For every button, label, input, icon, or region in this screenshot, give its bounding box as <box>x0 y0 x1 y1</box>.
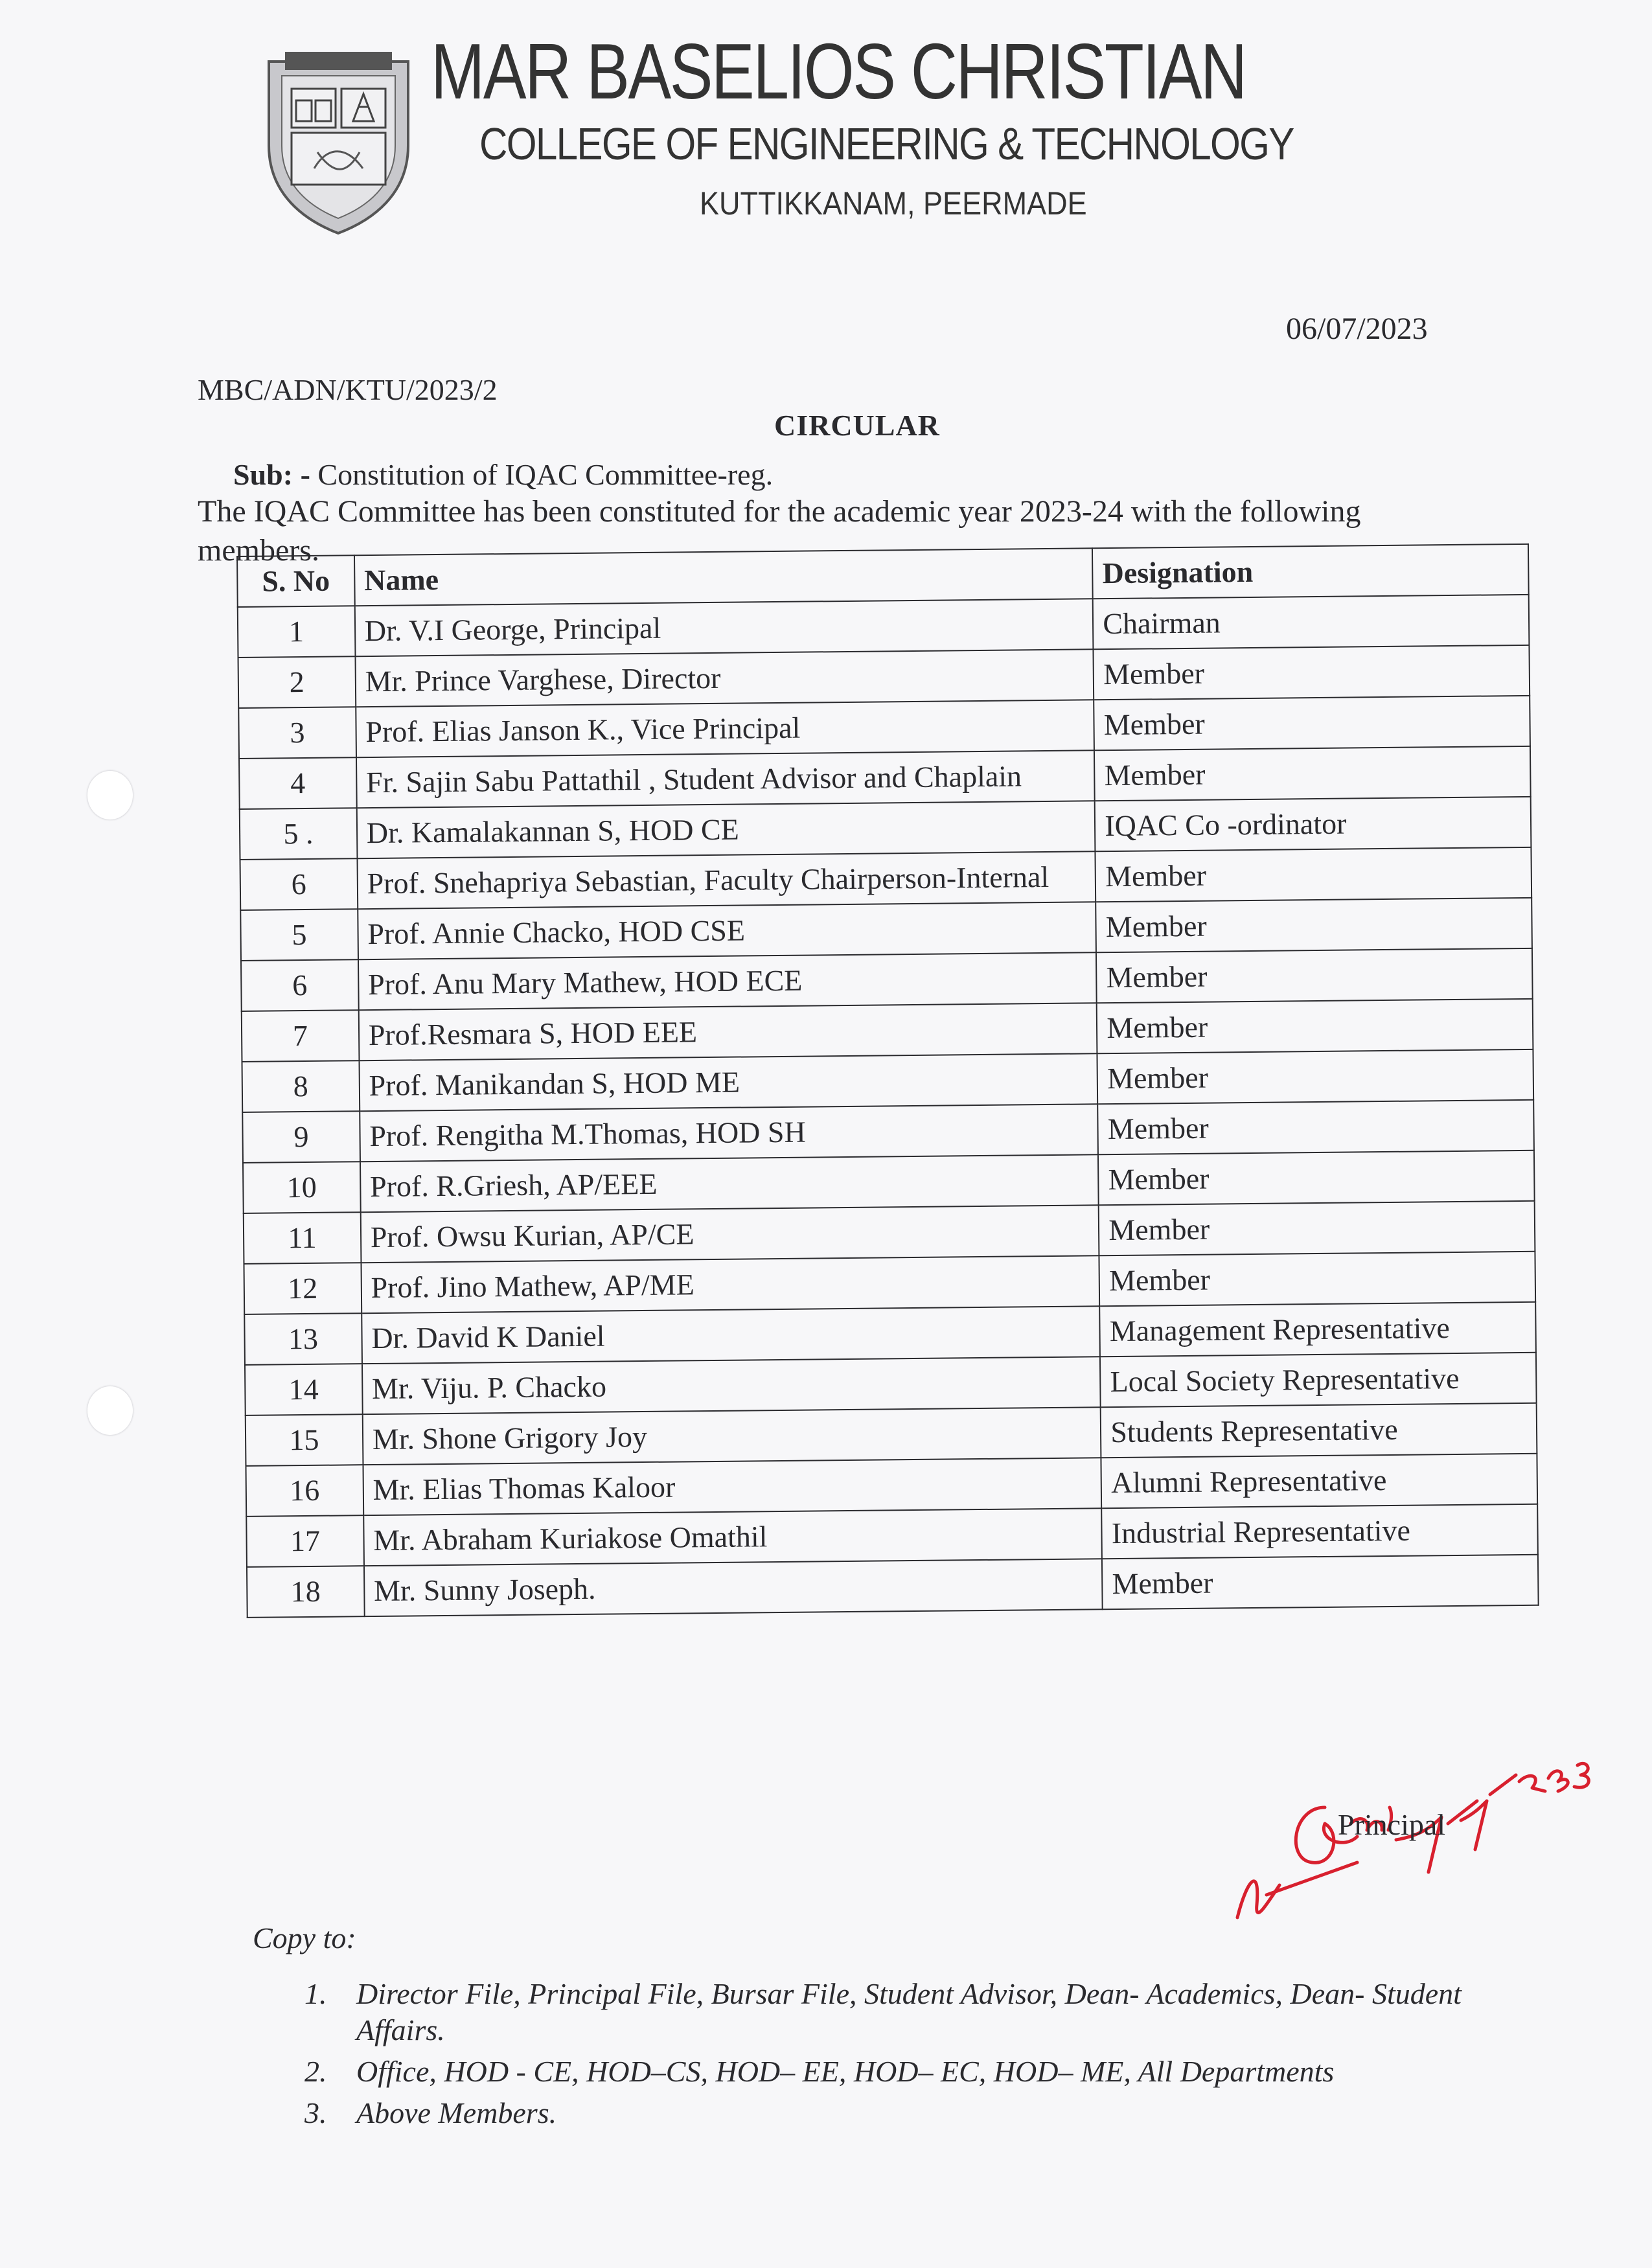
cell-designation: Member <box>1094 746 1530 801</box>
cell-sno: 10 <box>243 1162 360 1213</box>
cell-name: Dr. David K Daniel <box>361 1306 1100 1364</box>
college-name: MAR BASELIOS CHRISTIAN <box>431 27 1246 115</box>
punch-hole <box>87 771 133 819</box>
cell-sno: 3 <box>238 707 356 759</box>
cell-name: Prof. Anu Mary Mathew, HOD ECE <box>358 952 1097 1010</box>
cell-sno: 5 <box>240 909 358 961</box>
cell-name: Mr. Elias Thomas Kaloor <box>363 1458 1101 1515</box>
circular-date: 06/07/2023 <box>1286 312 1428 346</box>
cell-sno: 13 <box>244 1313 361 1365</box>
copy-to-list <box>304 1976 1471 2136</box>
cell-designation: Member <box>1096 898 1532 952</box>
header-designation: Designation <box>1092 544 1528 599</box>
college-subtitle: COLLEGE OF ENGINEERING & TECHNOLOGY <box>479 119 1294 169</box>
cell-designation: Industrial Representative <box>1101 1504 1537 1559</box>
cell-name: Prof. Elias Janson K., Vice Principal <box>356 700 1094 757</box>
intro-paragraph: The IQAC Committee has been constituted for the academic year 2023-24 with the following members. <box>198 494 1361 567</box>
copy-to-item <box>304 2095 1471 2131</box>
cell-designation: Students Representative <box>1101 1403 1537 1458</box>
cell-sno: 18 <box>247 1566 364 1618</box>
cell-designation: Member <box>1094 696 1530 750</box>
cell-designation: Management Representative <box>1099 1302 1535 1357</box>
cell-name: Fr. Sajin Sabu Pattathil , Student Advisor and Chaplain <box>356 750 1095 808</box>
cell-sno: 16 <box>246 1465 363 1517</box>
subject-label: Sub: - <box>233 458 310 491</box>
copy-to-item-number: 1. <box>304 1977 327 2010</box>
cell-sno: 5 . <box>240 808 357 860</box>
cell-name: Prof. Manikandan S, HOD ME <box>359 1053 1097 1111</box>
cell-sno: 17 <box>246 1515 363 1567</box>
cell-sno: 8 <box>242 1060 359 1112</box>
copy-to-item-number: 2. <box>304 2055 327 2088</box>
college-crest-logo <box>256 49 421 236</box>
copy-to-item <box>304 1976 1471 2048</box>
cell-designation: Member <box>1094 645 1530 700</box>
punch-hole <box>87 1386 133 1435</box>
members-table-body <box>238 595 1539 1618</box>
cell-sno: 9 <box>242 1111 360 1163</box>
cell-designation: Member <box>1098 1151 1534 1205</box>
cell-designation: Member <box>1099 1252 1535 1306</box>
cell-name: Dr. V.I George, Principal <box>354 599 1093 656</box>
copy-to-item-text: Director File, Principal File, Bursar File, Student Advisor, Dean- Academics, Dean- Student Affairs. <box>356 1977 1462 2046</box>
copy-to-label: Copy to: <box>253 1921 356 1954</box>
copy-to-item <box>304 2054 1471 2090</box>
cell-sno: 6 <box>240 858 358 910</box>
cell-designation: IQAC Co -ordinator <box>1095 797 1531 851</box>
cell-name: Prof. Owsu Kurian, AP/CE <box>360 1205 1099 1263</box>
copy-to-item-text: Above Members. <box>356 2096 557 2129</box>
cell-sno: 15 <box>246 1414 363 1466</box>
cell-name: Dr. Kamalakannan S, HOD CE <box>356 801 1095 858</box>
cell-sno: 12 <box>244 1263 361 1314</box>
cell-sno: 2 <box>238 656 356 708</box>
cell-name: Prof.Resmara S, HOD EEE <box>358 1003 1097 1060</box>
cell-designation: Alumni Representative <box>1101 1454 1537 1508</box>
copy-to-item-text: Office, HOD - CE, HOD–CS, HOD– EE, HOD– EC, HOD– ME, All Departments <box>356 2055 1335 2088</box>
cell-designation: Chairman <box>1093 595 1529 649</box>
cell-name: Mr. Prince Varghese, Director <box>355 649 1094 707</box>
principal-title: Principal <box>1338 1808 1446 1841</box>
cell-sno: 7 <box>242 1010 359 1062</box>
cell-name: Mr. Abraham Kuriakose Omathil <box>363 1508 1102 1566</box>
reference-number: MBC/ADN/KTU/2023/2 <box>198 373 498 406</box>
cell-sno: 11 <box>244 1212 361 1264</box>
cell-designation: Member <box>1096 948 1532 1003</box>
cell-designation: Member <box>1096 847 1532 902</box>
cell-name: Prof. Jino Mathew, AP/ME <box>361 1255 1099 1313</box>
subject-text: Constitution of IQAC Committee-reg. <box>317 458 774 491</box>
college-location: KUTTIKKANAM, PEERMADE <box>700 185 1087 222</box>
cell-name: Mr. Sunny Joseph. <box>364 1559 1103 1616</box>
header-name: Name <box>354 548 1093 606</box>
cell-designation: Member <box>1097 1100 1533 1154</box>
cell-sno: 1 <box>238 606 355 658</box>
circular-heading: CIRCULAR <box>774 409 940 442</box>
cell-name: Mr. Shone Grigory Joy <box>362 1407 1101 1465</box>
cell-name: Prof. Rengitha M.Thomas, HOD SH <box>360 1104 1098 1162</box>
cell-name: Prof. Annie Chacko, HOD CSE <box>358 902 1096 959</box>
cell-designation: Member <box>1097 999 1533 1053</box>
cell-designation: Member <box>1097 1049 1533 1104</box>
cell-name: Prof. Snehapriya Sebastian, Faculty Chairperson-Internal <box>357 851 1096 909</box>
cell-designation: Member <box>1102 1555 1538 1609</box>
cell-sno: 6 <box>241 959 358 1011</box>
cell-designation: Local Society Representative <box>1100 1353 1536 1407</box>
members-table <box>236 544 1539 1618</box>
cell-name: Mr. Viju. P. Chacko <box>362 1357 1101 1414</box>
header-sno: S. No <box>237 555 354 607</box>
cell-sno: 4 <box>239 757 356 809</box>
cell-designation: Member <box>1099 1201 1535 1255</box>
copy-to-item-number: 3. <box>304 2096 327 2129</box>
subject-line <box>233 457 773 492</box>
cell-sno: 14 <box>245 1364 362 1415</box>
cell-name: Prof. R.Griesh, AP/EEE <box>360 1154 1099 1212</box>
